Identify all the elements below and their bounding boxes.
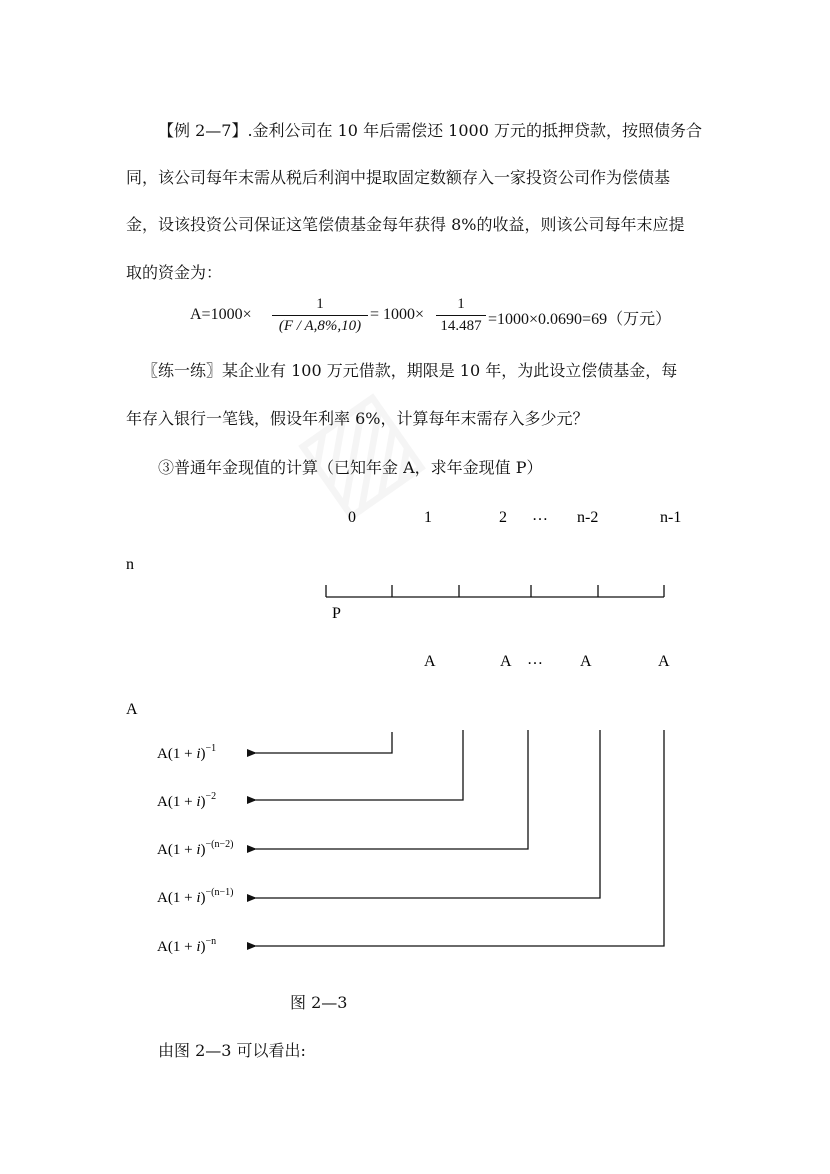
annuity-label-n: A	[658, 653, 670, 670]
closing-text: 由图 2—3 可以看出:	[158, 1041, 306, 1060]
discount-path-2	[256, 730, 463, 800]
example-line-4: 取的资金为：	[126, 263, 223, 282]
formula-lead: A=1000×	[190, 306, 252, 323]
svg-text:A(1 + i)−(n−2): $A(1 + i)^{-(n-2)}$	[157, 839, 234, 858]
annuity-timeline-diagram	[0, 490, 830, 1010]
svg-text:A(1 + i)−(n−1): $A(1 + i)^{-(n-1)}$	[157, 887, 234, 906]
formula-fraction-2	[436, 296, 486, 335]
fraction-1-numerator: 1	[316, 296, 324, 312]
annuity-label-n-1: A	[580, 653, 592, 670]
time-label-2: 2	[499, 509, 507, 526]
pv-term-3	[157, 839, 233, 858]
fraction-2-denominator: 14.487	[440, 318, 482, 334]
figure-caption: 图 2—3	[290, 993, 348, 1012]
present-value-label: P	[332, 605, 341, 622]
fraction-1-denominator: (F / A,8%,10)	[278, 318, 362, 334]
formula-fraction-1	[272, 296, 368, 335]
example-line-1: 【例 2—7】.金利公司在 10 年后需偿还 1000 万元的抵押贷款，按照债务合	[158, 121, 702, 140]
formula-tail: =1000×0.0690=69（万元）	[488, 311, 672, 328]
pv-term-1	[157, 743, 216, 762]
fraction-2-numerator: 1	[457, 296, 465, 312]
svg-text:A(1 + i)−2: $A(1 + i)^{-2}$	[157, 791, 217, 810]
time-label-1: 1	[424, 509, 432, 526]
svg-text:A(1 + i)−n: $A(1 + i)^{-n}$	[157, 936, 217, 955]
pv-term-2	[157, 791, 216, 810]
discount-path-1	[256, 732, 392, 753]
time-label-ellipsis: …	[532, 507, 548, 524]
exercise-line-1: 〖练一练〗某企业有 100 万元借款，期限是 10 年，为此设立偿债基金，每	[142, 361, 678, 380]
discount-path-4	[256, 730, 600, 898]
annuity-label-1: A	[424, 653, 436, 670]
pv-term-4	[157, 887, 233, 906]
annuity-label-left: A	[126, 701, 138, 718]
formula-mid: = 1000×	[370, 306, 425, 323]
example-line-3: 金，设该投资公司保证这笔偿债基金每年获得 8%的收益，则该公司每年末应提	[126, 215, 685, 234]
annuity-label-2: A	[500, 653, 512, 670]
time-label-n: n	[126, 556, 134, 573]
pv-term-5	[157, 936, 216, 955]
example-line-2: 同，该公司每年末需从税后利润中提取固定数额存入一家投资公司作为偿债基	[126, 168, 671, 187]
time-label-n-1: n-1	[660, 509, 682, 526]
discount-path-5	[256, 730, 664, 946]
exercise-line-2: 年存入银行一笔钱，假设年利率 6%，计算每年末需存入多少元？	[126, 409, 589, 428]
time-label-0: 0	[348, 509, 356, 526]
annuity-label-ellipsis: …	[527, 651, 543, 668]
svg-text:A(1 + i)−1: $A(1 + i)^{-1}$	[157, 743, 217, 762]
time-label-n-2: n-2	[577, 509, 599, 526]
section-heading: ③普通年金现值的计算（已知年金 A，求年金现值 P）	[158, 458, 543, 477]
